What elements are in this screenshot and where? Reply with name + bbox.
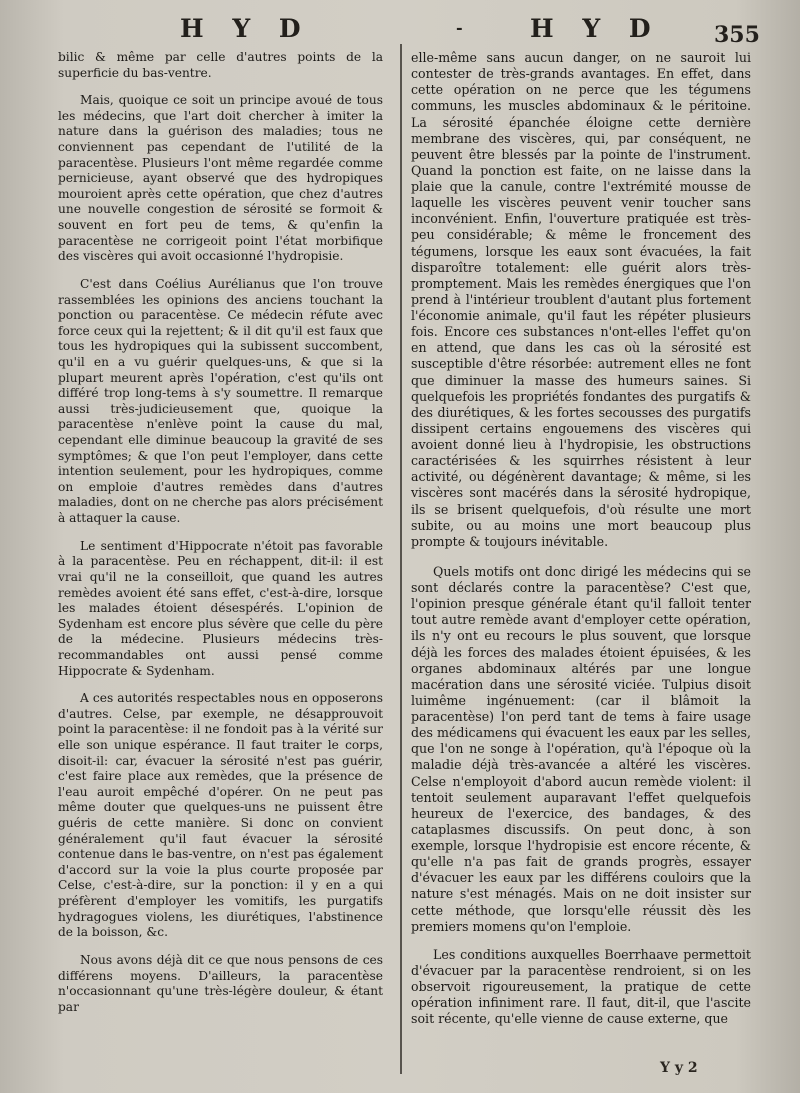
signature-mark: Y y 2 bbox=[660, 1060, 698, 1076]
paragraph: elle-même sans aucun danger, on ne sauroit lui contester de très-grands avantages. En effet, dans cette opération on ne perce que les tégumens communs, les muscles abdominaux & le péritoine. La sérosité épanchée éloigne cette dernière membrane des viscères, qui, par conséquent, ne peuvent être blessés par la pointe de l'instrument. Quand la ponction est faite, on ne laisse dans la plaie que la canule, contre l'extrémité mousse de laquelle les viscères peuvent venir toucher sans inconvénient. Enfin, l'ouverture pratiquée est très-peu considérable; & même le froncement des tégumens, lorsque les eaux sont évacuées, la fait disparoître totalement: elle guérit alors très-promptement. Mais les remèdes énergiques que l'on prend à l'intérieur troublent d'autant plus fortement l'économie animale, qu'il faut les répéter plusieurs fois. Encore ces substances n'ont-elles l'effet qu'on en attend, que dans les cas où la sérosité est susceptible d'être résorbée: autrement elles ne font que diminuer la masse des humeurs saines. Si quelquefois les propriétés fondantes des purgatifs & des diurétiques, & les fortes secousses des purgatifs dissipent certains engouemens des viscères qui avoient donné lieu à l'hydropisie, les obstructions caractérisées & les squirrhes résistent à leur activité, ou dégénèrent davantage; & même, si les viscères sont macérés dans la sérosité hydropique, ils se brisent quelquefois, d'où résulte une mort subite, ou au moins une mort beaucoup plus prompte & toujours inévitable. bbox=[411, 50, 751, 549]
paragraph: Quels motifs ont donc dirigé les médecins qui se sont déclarés contre la paracentèse? C'est que, l'opinion presque générale étant qu'il falloit tenter tout autre remède avant d'employer cette opération, ils n'y ont eu recours le plus souvent, que lorsque déjà les forces des malades étoient épuisées, & les organes abdominaux altérés par une longue macération dans une sérosité viciée. Tulpius disoit luimême ingénuement: (car il blâmoit la paracentèse) l'on perd tant de tems à faire usage des médicamens qui évacuent les eaux par les selles, que l'on ne songe à l'opération, qu'à l'époque où la maladie déjà très-avancée a altéré les viscères. Celse n'employoit d'abord aucun remède violent: il tentoit seulement auparavant l'effet quelquefois heureux de l'exercice, des bandages, & des cataplasmes discussifs. On peut donc, à son exemple, lorsque l'hydropisie est encore récente, & qu'elle n'a pas fait de grands progrès, essayer d'évacuer les eaux par les différens couloirs que la nature s'est ménagés. Mais on ne doit insister sur cette méthode, que lorsqu'elle réussit dès les premiers momens qu'on l'emploie. bbox=[411, 563, 751, 934]
paragraph: A ces autorités respectables nous en opposerons d'autres. Celse, par exemple, ne désapprouvoit point la paracentèse: il ne fondoit pas à la vérité sur elle son unique espérance. Il faut traiter le corps, disoit-il: car, évacuer la sérosité n'est pas guérir, c'est faire place aux remèdes, que la présence de l'eau auroit empêché d'opérer. On ne peut pas même douter que quelques-uns ne puissent être guéris de cette manière. Si donc on convient généralement qu'il faut évacuer la sérosité contenue dans le bas-ventre, on n'est pas également d'accord sur la voie la plus courte proposée par Celse, c'est-à-dire, sur la ponction: il y en a qui préfèrent d'employer les vomitifs, les purgatifs hydragogues violens, les diurétiques, l'abstinence de la boisson, &c. bbox=[58, 691, 383, 940]
paragraph: Les conditions auxquelles Boerrhaave permettoit d'évacuer par la paracentèse rendroient, si on les observoit rigoureusement, la pratique de cette opération infiniment rare. Il faut, dit-il, que l'ascite soit récente, qu'elle vienne de cause externe, que bbox=[411, 946, 751, 1027]
page-number: 355 bbox=[714, 22, 760, 48]
right-column bbox=[411, 50, 751, 1039]
left-column bbox=[58, 50, 383, 1027]
paragraph: Le sentiment d'Hippocrate n'étoit pas favorable à la paracentèse. Peu en réchappent, dit-il: il est vrai qu'il ne la conseilloit, que quand les autres remèdes avoient été sans effet, c'est-à-dire, lorsque les malades étoient désespérés. L'opinion de Sydenham est encore plus sévère que celle du père de la médecine. Plusieurs médecins très-recommandables ont aussi pensé comme Hippocrate & Sydenham. bbox=[58, 538, 383, 678]
running-head-separator: - bbox=[456, 18, 463, 37]
column-divider bbox=[400, 44, 402, 1074]
running-head-right: H Y D bbox=[530, 14, 661, 43]
paragraph: bilic & même par celle d'autres points de la superficie du bas-ventre. bbox=[58, 50, 383, 80]
paragraph: Nous avons déjà dit ce que nous pensons de ces différens moyens. D'ailleurs, la paracentèse n'occasionnant qu'une très-légère douleur, & étant par bbox=[58, 952, 383, 1014]
running-head-left: H Y D bbox=[180, 14, 311, 43]
paragraph: C'est dans Coélius Aurélianus que l'on trouve rassemblées les opinions des anciens touchant la ponction ou paracentèse. Ce médecin réfute avec force ceux qui la rejettent; & il dit qu'il est faux que tous les hydropiques qui la subissent succombent, qu'il en a vu guérir quelques-uns, & que si la plupart meurent après l'opération, c'est qu'ils ont différé trop long-tems à s'y soumettre. Il remarque aussi très-judicieusement que, quoique la paracentèse n'enlève point la cause du mal, cependant elle diminue beaucoup la gravité de ses symptômes; & que l'on peut l'employer, dans cette intention seulement, pour les hydropiques, comme on emploie d'autres remèdes dans d'autres maladies, dont on ne cherche pas alors précisément à attaquer la cause. bbox=[58, 276, 383, 526]
paragraph: Mais, quoique ce soit un principe avoué de tous les médecins, que l'art doit chercher à imiter la nature dans la guérison des maladies; tous ne conviennent pas cependant de l'utilité de la paracentèse. Plusieurs l'ont même regardée comme pernicieuse, ayant observé que des hydropiques mouroient après cette opération, que chez d'autres une nouvelle congestion de sérosité se formoit & souvent en fort peu de tems, & qu'enfin la paracentèse ne corrigeoit point l'état morbifique des viscères qui avoit occasionné l'hydropisie. bbox=[58, 93, 383, 264]
